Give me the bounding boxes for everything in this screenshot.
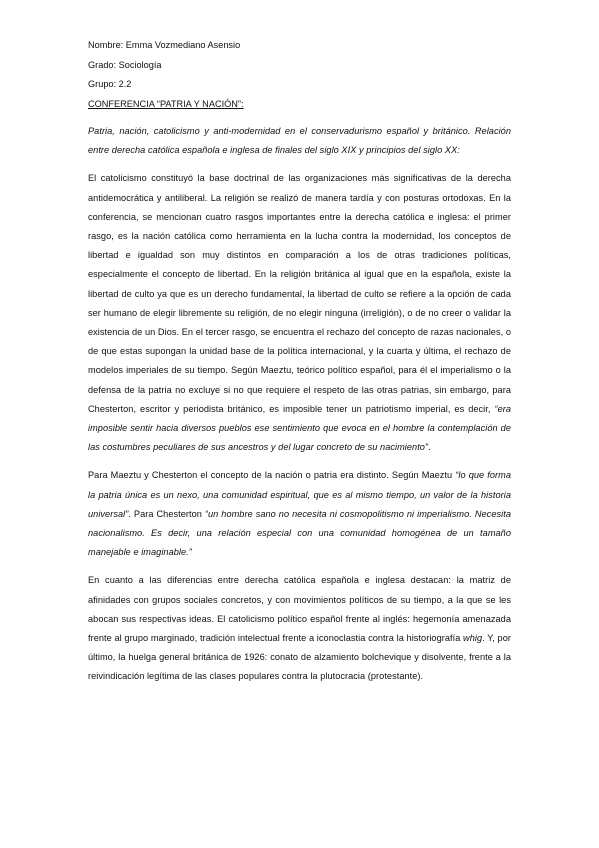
paragraph-1-text: El catolicismo constituyó la base doctrinal de las organizaciones más significativas de la derecha antidemocrática y antiliberal. La religión se realizó de manera tardía y con posturas ortodoxas. En la conferencia, se mencionan cuatro rasgos importantes entre la derecha católica e inglesa: el primer rasgo, es la nación católica como herramienta en la lucha contra la modernidad, los conceptos de libertad e igualdad son muy distintos en comparación a los de otras tradiciones políticas, especialmente el concepto de libertad. En la religión británica al igual que en la española, existe la libertad de culto ya que es un derecho fundamental, la libertad de culto se refiere a la opción de cada ser humano de elegir libremente su religión, de no elegir ninguna (irreligión), o de no creer o validar la existencia de un Dios. En el tercer rasgo, se encuentra el rechazo del concepto de razas nacionales, o de que estas supongan la unidad base de la política internacional, y la cuarta y última, el rechazo de modelos imperiales de su tiempo. Según Maeztu, teórico político español, para él el imperialismo o la defensa de la patria no excluye si no que requiere el respeto de las otras patrias, sin embargo, para Chesterton, escritor y periodista británico, es imposible tener un patriotismo imperial, es decir, <box>88 173 511 414</box>
paragraph-1-end: . <box>428 442 431 453</box>
paragraph-3-text: En cuanto a las diferencias entre derecha católica española e inglesa destacan: la matriz de afinidades con grupos sociales concretos, y con movimientos políticos de su tiempo, a la que se les abocan sus respectivas ideas. El catolicismo político español frente al inglés: hegemonía amenazada frente al grupo marginado, tradición intelectual frente a iconoclastia contra la historiografía <box>88 575 511 644</box>
maeztu-quote: “lo que forma la patria única es un nexo, una comunidad espiritual, que es al mismo tiempo, un valor de la historia universal” <box>88 470 511 519</box>
degree-line: Grado: Sociología <box>88 59 162 70</box>
conference-heading: CONFERENCIA “PATRIA Y NACIÓN”: <box>88 98 244 109</box>
whig-term: whig <box>463 633 483 644</box>
student-name-line: Nombre: Emma Vozmediano Asensio <box>88 40 241 50</box>
chesterton-quote-1: “era imposible sentir hacia diversos pueblos ese sentimiento que evoca en el hombre la contemplación de las costumbres peculiares de sus ancestros y del lugar concreto de su nacimiento” <box>88 403 511 453</box>
paragraph-2-intro: Para Maeztu y Chesterton el concepto de la nación o patria era distinto. Según Maeztu <box>88 470 456 481</box>
paragraph-1 <box>88 169 511 457</box>
paragraph-2 <box>88 466 511 562</box>
group-line: Grupo: 2.2 <box>88 79 132 89</box>
paragraph-3-end: . Y, por último, la huelga general británica de 1926: conato de alzamiento bolchevique y disolvente, frente a la reivindicación legítima de las clases populares contra la plutocracia (protestante). <box>88 633 511 682</box>
paragraph-2-middle: . Para Chesterton <box>128 508 205 519</box>
paragraph-3 <box>88 571 511 686</box>
chesterton-quote-2: “un hombre sano no necesita ni cosmopolitismo ni imperialismo. Necesita nacionalismo. Es decir, una relación especial con una comunidad homogénea de un tamaño manejable e imaginable.” <box>88 508 511 558</box>
document-subtitle: Patria, nación, catolicismo y anti-modernidad en el conservadurismo español y británico. Relación entre derecha católica española e inglesa de finales del siglo XIX y principios del siglo XX: <box>88 126 511 156</box>
